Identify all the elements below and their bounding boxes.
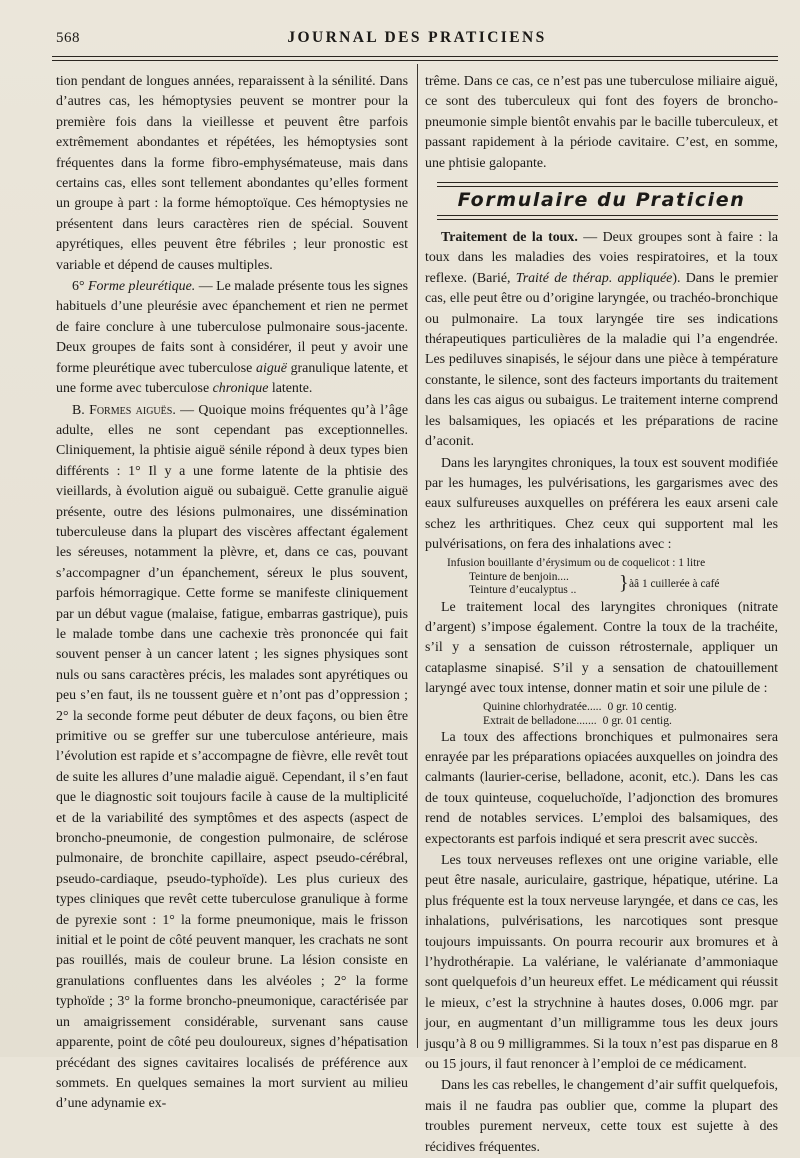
prescription-inhalation <box>425 556 778 598</box>
paragraph-text: — Deux groupes sont à faire : la toux dans les maladies des voies respiratoires, et la toux reflexe. (Barié, <box>425 230 778 286</box>
paragraph-laryngites-chroniques: Dans les laryngites chroniques, la toux est souvent modifiée par les humages, les pulvérisations, les gargarismes avec des eaux sulfureuses auxquelles on préférera les eaux arseni cale schez les arthritiques. Chez ceux qui supportent mal les pulvérisations, on fera des inhalations avec : <box>425 455 778 553</box>
brace-symbol: } <box>619 571 629 594</box>
prescription-ingredient: Teinture d’eucalyptus .. <box>469 583 577 596</box>
paragraph-cas-rebelles: Dans les cas rebelles, le changement d’air suffit quelquefois, mais il ne faudra pas oublier que, comme la plupart des troubles purement nerveux, cette toux est sujette à des récidives fréquentes. <box>425 1078 778 1155</box>
left-column <box>56 72 408 1115</box>
paragraph-formes-aigues <box>56 401 408 1115</box>
paragraph-forme-pleuretique <box>56 277 408 399</box>
page-number: 568 <box>56 30 80 46</box>
paragraph-hemoptysies: tion pendant de longues années, reparaissent à la sénilité. Dans d’autres cas, les hémoptysies peuvent se montrer pour la première fois dans la vieillesse et peuvent être parfois extrêmement abondantes et répétées, les hémoptysies sont fréquentes dans la forme fibro-emphysémateuse, mais dans certains cas, elles sont tellement abondantes qu’elles forment un groupe à part : la forme hémoptoïque. Ces hémoptysies ne présentent dans leurs caractères rien de spécial. Souvent apyrétiques, elles peuvent être fébriles ; leur pronostic est variable et dépend de causes multiples. <box>56 74 408 273</box>
page-header <box>56 26 778 52</box>
paragraph-affections-bronchiques: La toux des affections bronchiques et pulmonaires sera enrayée par les préparations opiacées auxquelles on joindra des calmants (laurier-cerise, belladone, aconit, etc.). Dans les cas de toux quinteuse, coqueluchoïde, l’adjonction des bromures rend de notables services. L’emploi des balsamiques, des expectorants est parfois indiqué et sera prescrit avec succès. <box>425 729 778 847</box>
prescription-ingredient: Teinture de benjoin.... <box>469 570 569 583</box>
paragraph-traitement-toux <box>425 228 778 452</box>
header-rule <box>52 56 778 57</box>
paragraph-toux-nerveuses: Les toux nerveuses reflexes ont une origine variable, elle peut être nasale, auriculaire, gastrique, hépatique, utérine. La plus fréquente est la toux nerveuse laryngée, et dans ce cas, les inhalations, pulvérisations, les narcotiques sont presque toujours impuissants. On pourra recourir aux bromures et à l’hydrothérapie. La valériane, le valérianate d’ammoniaque sont quelquefois d’un heureux effet. Le médicament qui réussit le mieux, c’est la strychnine à hautes doses, 0.006 mgr. par jour, en augmentant d’un milligramme tous les deux jours jusqu’à 8 ou 9 milligrammes. Si la toux n’est pas disparue en 8 ou 15 jours, il faut renoncer à l’emploi de ce médicament. <box>425 853 778 1073</box>
paragraph-traitement-local: Le traitement local des laryngites chroniques (nitrate d’argent) s’impose également. Contre la toux de la trachéite, s’il y a sensation de cuisson rétrosternale, appliquer un cataplasme sinapisé. S’il y a sensation de chatouillement laryngé avec toux intense, donner matin et soir une pilule de : <box>425 599 778 697</box>
section-title-forme-pleuretique: Forme pleurétique. <box>88 279 196 295</box>
prescription-line <box>483 700 778 714</box>
emphasis-aigue: aiguë <box>256 360 287 376</box>
header-rule-thin <box>52 60 778 61</box>
prescription-pilule <box>483 700 778 728</box>
paragraph-text: granulique latente, et une forme avec tuberculose <box>56 360 408 397</box>
paragraph-text: ). Dans le premier cas, elle peut être ou d’origine laryngée, ou trachéo-bronchique ou pulmonaire. La toux laryngée tire ses indications thérapeutiques particulières de la maladie qui l’a engendrée. Les pediluves sinapisés, le séjour dans une pièce à température constante, le silence, sont des facteurs importants du traitement dans les cas aigus ou subaigus. Le traitement interne comprend les balsamiques, les opiacés et les préparations de racine d’aconit. <box>425 270 778 450</box>
paragraph-phtisie-galopante: trême. Dans ce cas, ce n’est pas une tuberculose miliaire aiguë, ce sont des tuberculeux qui font des foyers de broncho-pneumonie simple bientôt envahis par le bacille tuberculeux, et passant rapidement à la période cavitaire. C’est, en somme, une phtisie galopante. <box>425 74 778 171</box>
prescription-line: Infusion bouillante d’érysimum ou de coquelicot : 1 litre <box>447 556 706 569</box>
prescription-ingredient: Extrait de belladone....... <box>483 713 597 727</box>
prescription-dose: 0 gr. 01 centig. <box>602 713 672 727</box>
banner-rule <box>437 186 778 187</box>
formulaire-banner <box>425 180 778 220</box>
paragraph-text: — Quoique moins fréquentes qu’à l’âge adulte, elles ne sont cependant pas exceptionnelles. Cliniquement, la phtisie aiguë sénile répond à deux types bien différents : 1° Il y a une forme latente de la phtisie des vieillards, à évolution aiguë ou subaiguë. Cette granulie aiguë présente, outre des lésions pulmonaires, une dissémination tuberculeuse dans la plupart des viscères affectant également les séreuses, notamment la plèvre, et, dans ce cas, pouvant s’accompagner d’un épanchement, séreux le plus souvent, parfois hémorragique. Cette forme se manifeste cliniquement par un début vague (malaise, fatigue, embarras gastrique), puis le malade tombe dans une cachexie très prononcée qui fait souvent penser à un cancer latent ; les signes physiques sont nuls ou sans caractères précis, les malades sont apyrétiques ou peu s’en faut, ils ne toussent guère et n’ont pas d’oppression ; 2° la seconde forme peut débuter de deux façons, ou bien être primitive ou se greffer sur une tuberculose antérieure, mais l’évolution est rapide et s’accompagne de fièvre, elle revêt tout de suite les allures d’une maladie aiguë. Cependant, il s’en faut que le diagnostic soit toujours facile à cause de la multiplicité et de la variabilité des symptômes et des aspects (aspect de broncho-pneumonie, de congestion pulmonaire, de sclérose pulmonaire, de bronchite capillaire, aspect pseudo-cérébral, pseudo-cardiaque, pseudo-typhoïde). Les plus curieux des types cliniques que revêt cette tuberculose granulique à forme de pyrexie sont : 1° la forme pneumonique, mais le frisson initial et le point de côté peuvent manquer, les crachats ne sont pas rouillés, mais de couleur brune. La lésion consiste en granulations confluentes dans les alvéoles ; 2° la forme typhoïde ; 3° la forme broncho-pneumonique, caractérisée par un amaigrissement considérable, survenant sans cause apparente, point de côté peu douloureux, signes d’hépatisation précédant des signes cavitaires localisés de préférence aux sommets. En quelques semaines la mort survient au milieu d’une adynamie ex- <box>56 402 408 1112</box>
prescription-dose: 0 gr. 10 centig. <box>607 699 677 713</box>
prescription-group <box>469 570 778 598</box>
emphasis-chronique: chronique <box>212 381 269 397</box>
paragraph-text: latente. <box>268 381 313 397</box>
column-divider <box>417 64 418 1048</box>
banner-rule <box>437 215 778 216</box>
formulaire-title: Formulaire du Praticien <box>457 189 746 212</box>
banner-rule <box>437 182 778 183</box>
prescription-ingredient: Quinine chlorhydratée..... <box>483 699 602 713</box>
prescription-line <box>483 714 778 728</box>
section-title-traitement-toux: Traitement de la toux. <box>441 230 578 246</box>
right-column <box>425 72 778 1158</box>
section-title-formes-aigues: B. Formes aiguës. <box>72 402 176 418</box>
citation-title: Traité de thérap. appliquée <box>515 270 673 286</box>
section-number: 6° <box>72 279 88 295</box>
paragraph-text: — Le malade présente tous les signes habituels d’une pleurésie avec épanchement et rien ne permet de faire conclure à une tuberculose pulmonaire sous-jacente. Deux groupes de faits sont à considérer, il peut y avoir une forme pleurétique avec tuberculose <box>56 279 408 376</box>
journal-title: JOURNAL DES PRATICIENS <box>287 29 547 46</box>
prescription-dose: àâ 1 cuillerée à café <box>629 577 720 590</box>
banner-rule <box>437 219 778 220</box>
